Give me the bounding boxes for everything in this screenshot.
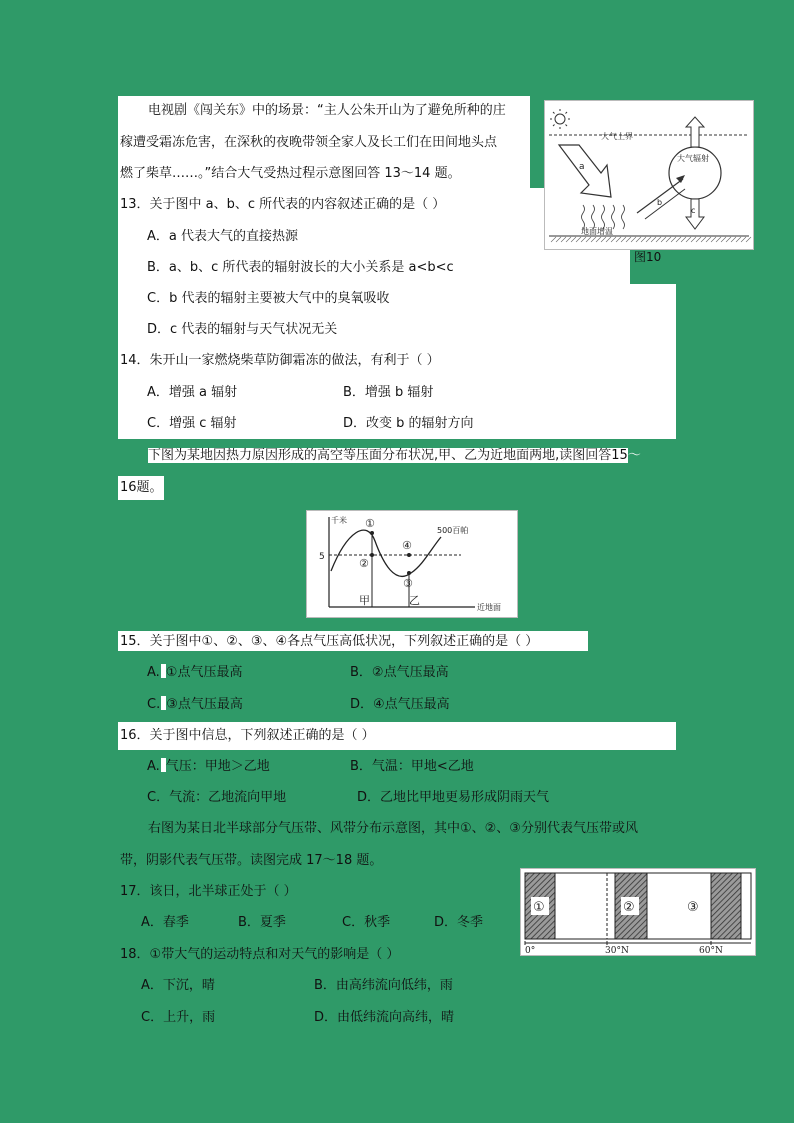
yi-label: 乙 [409, 594, 420, 607]
q16-option-a [147, 758, 270, 776]
q18-option-d: D．由低纬流向高纬，晴 [314, 1010, 455, 1025]
intro2-line2 [120, 479, 163, 497]
q15-option-b: B．②点气压最高 [350, 665, 449, 680]
ground-hatch-mark [591, 237, 596, 242]
q16-option-c: C．气流：乙地流向甲地 [147, 790, 287, 805]
intro1-line1: 电视剧《闯关东》中的场景：“主人公朱开山为了避免所种的庄 [148, 103, 506, 118]
ground-label: 近地面 [477, 603, 501, 612]
lat-60-label: 60°N [699, 946, 723, 955]
figure10-caption: 图10 [634, 250, 662, 264]
point-3-label: ③ [403, 577, 413, 590]
ground-hatch-mark [681, 237, 686, 242]
ground-hatch-mark [606, 237, 611, 242]
q15-c-letter: C. [147, 697, 161, 712]
up-arrow [686, 117, 704, 147]
y-tick-5: 5 [319, 552, 325, 562]
ground-hatch-mark [651, 237, 656, 242]
ground-hatch-mark [621, 237, 626, 242]
q15-a-letter: A. [147, 665, 160, 680]
ground-hatch-mark [696, 237, 701, 242]
label-atmos-top: 大气上界 [601, 132, 633, 141]
ground-hatch-mark [586, 237, 591, 242]
q18-option-c: C．上升，雨 [141, 1010, 216, 1025]
ground-hatch-mark [656, 237, 661, 242]
intro2-text: 下图为某地因热力原因形成的高空等压面分布状况,甲、乙为近地面两地,读图回答 [148, 448, 612, 463]
intro3-line2: 带，阴影代表气压带。读图完成 17～18 题。 [120, 853, 383, 868]
ground-hatch-mark [566, 237, 571, 242]
q18-stem: 18．①带大气的运动特点和对天气的影响是（ ） [120, 947, 400, 962]
ground-hatch-mark [726, 237, 731, 242]
ground-hatch [551, 237, 751, 242]
isobar-label: 500百帕 [437, 526, 469, 535]
point-4-label: ④ [402, 539, 412, 552]
ground-hatch-mark [641, 237, 646, 242]
q15-option-d: D．④点气压最高 [350, 697, 450, 712]
point-2-dot [370, 553, 374, 557]
q15-option-c [147, 696, 243, 714]
intro2-num-a: 15 [611, 448, 628, 463]
q15-c-text: ③点气压最高 [166, 697, 243, 712]
q18-option-b: B．由高纬流向低纬，雨 [314, 978, 453, 993]
point-1-dot [370, 531, 374, 535]
q15-option-a [147, 664, 242, 682]
q17-stem: 17．该日，北半球正处于（ ） [120, 884, 297, 899]
figure-atmosphere-heating [544, 100, 754, 250]
ground-hatch-mark [561, 237, 566, 242]
point-3-dot [407, 571, 411, 575]
ground-hatch-mark [581, 237, 586, 242]
intro3-line1: 右图为某日北半球部分气压带、风带分布示意图，其中①、②、③分别代表气压带或风 [148, 821, 638, 836]
ground-hatch-mark [691, 237, 696, 242]
figure-pressure-belts [520, 868, 756, 956]
ground-hatch-mark [671, 237, 676, 242]
intro2-num-b: 16 [120, 480, 137, 495]
belt-1-label: ① [533, 900, 545, 915]
label-c: c [691, 206, 696, 215]
ground-hatch-mark [616, 237, 621, 242]
sun-icon [550, 109, 570, 129]
q14-option-b: B．增强 b 辐射 [343, 385, 434, 400]
label-b: b [657, 198, 663, 207]
ground-hatch-mark [666, 237, 671, 242]
ground-hatch-mark [741, 237, 746, 242]
q18-option-a: A．下沉，晴 [141, 978, 215, 993]
point-2-label: ② [359, 557, 369, 570]
ground-hatch-mark [551, 237, 556, 242]
label-atmos-rad: 大气辐射 [677, 154, 709, 163]
isobar-curve-500 [331, 530, 441, 576]
q14-option-d: D．改变 b 的辐射方向 [343, 416, 474, 431]
q15-a-text: ①点气压最高 [165, 665, 243, 680]
label-a: a [579, 162, 585, 172]
q16-a-letter: A. [147, 759, 160, 774]
radiation-arrow-a [559, 145, 611, 197]
ground-hatch-mark [661, 237, 666, 242]
radiation-arrow-b2 [645, 189, 685, 219]
ground-hatch-mark [701, 237, 706, 242]
ground-hatch-mark [716, 237, 721, 242]
lat-0-label: 0° [525, 946, 536, 955]
q13-option-c: C．b 代表的辐射主要被大气中的臭氧吸收 [147, 291, 390, 306]
y-unit-label: 千米 [331, 516, 347, 525]
q16-option-b: B．气温：甲地<乙地 [350, 759, 474, 774]
q15-stem: 15．关于图中①、②、③、④各点气压高低状况，下列叙述正确的是（ ） [120, 634, 539, 649]
intro2-line2-tail: 题。 [136, 480, 163, 495]
ground-hatch-mark [676, 237, 681, 242]
ground-hatch-mark [711, 237, 716, 242]
jia-label: 甲 [359, 594, 370, 607]
point-1-label: ① [365, 517, 375, 530]
ground-hatch-mark [706, 237, 711, 242]
q17-option-b: B．夏季 [238, 915, 286, 930]
lat-30-label: 30°N [605, 946, 629, 955]
ground-hatch-mark [686, 237, 691, 242]
ground-hatch-mark [556, 237, 561, 242]
q13-option-d: D．c 代表的辐射与天气状况无关 [147, 322, 338, 337]
intro1-line3: 燃了柴草……。”结合大气受热过程示意图回答 13～14 题。 [120, 166, 461, 181]
q13-option-a: A．a 代表大气的直接热源 [147, 229, 298, 244]
ground-hatch-mark [746, 237, 751, 242]
ground-hatch-mark [571, 237, 576, 242]
q17-option-c: C．秋季 [342, 915, 391, 930]
intro2-line1 [148, 447, 641, 465]
ground-hatch-mark [576, 237, 581, 242]
ground-hatch-mark [646, 237, 651, 242]
belt-3-shade [711, 873, 741, 939]
q17-option-d: D．冬季 [434, 915, 484, 930]
intro2-tilde: ～ [627, 448, 641, 463]
ground-heat-waves [582, 205, 625, 229]
q14-option-a: A．增强 a 辐射 [147, 385, 238, 400]
q13-stem: 13．关于图中 a、b、c 所代表的内容叙述正确的是（ ） [120, 197, 446, 212]
label-ground: 地面增温 [581, 227, 613, 236]
ground-hatch-mark [636, 237, 641, 242]
q16-option-d: D．乙地比甲地更易形成阴雨天气 [357, 790, 550, 805]
ground-hatch-mark [611, 237, 616, 242]
belt-3-label: ③ [687, 900, 699, 915]
q16-stem: 16．关于图中信息，下列叙述正确的是（ ） [120, 728, 375, 743]
figure-isobar [306, 510, 518, 618]
ground-hatch-mark [601, 237, 606, 242]
ground-hatch-mark [731, 237, 736, 242]
ground-hatch-mark [626, 237, 631, 242]
ground-hatch-mark [631, 237, 636, 242]
ground-hatch-mark [596, 237, 601, 242]
intro1-line2: 稼遭受霜冻危害，在深秋的夜晚带领全家人及长工们在田间地头点 [120, 135, 498, 150]
q16-a-text: 气压：甲地＞乙地 [165, 759, 270, 774]
belt-2-label: ② [623, 900, 635, 915]
ground-hatch-mark [721, 237, 726, 242]
q14-option-c: C．增强 c 辐射 [147, 416, 237, 431]
ground-hatch-mark [736, 237, 741, 242]
q17-option-a: A．春季 [141, 915, 189, 930]
q13-option-b: B．a、b、c 所代表的辐射波长的大小关系是 a<b<c [147, 260, 454, 275]
point-4-dot [407, 553, 411, 557]
q14-stem: 14．朱开山一家燃烧柴草防御霜冻的做法，有利于（ ） [120, 353, 440, 368]
